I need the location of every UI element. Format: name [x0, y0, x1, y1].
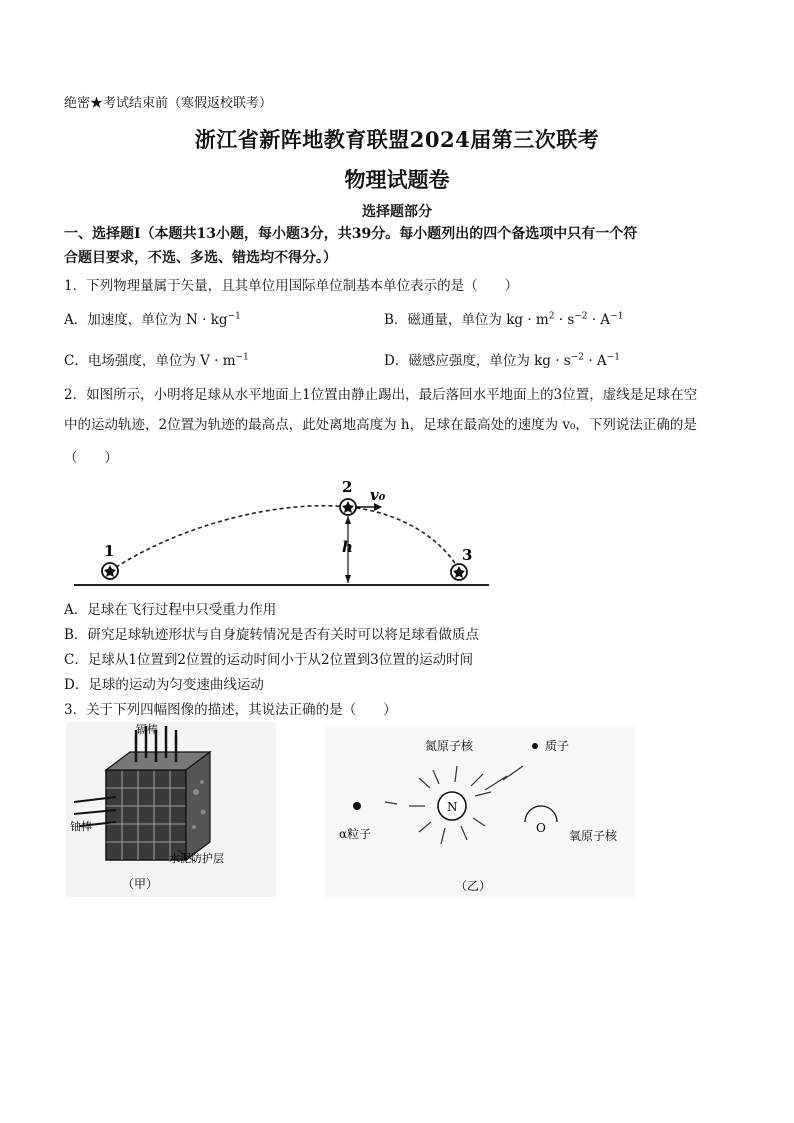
- q2-stem-line2: 中的运动轨迹，2位置为轨迹的最高点，此处离地高度为 h，足球在最高处的速度为 v₀，下列说法正确的是: [64, 417, 697, 433]
- label-n: N: [447, 800, 458, 814]
- ball-position-3: [451, 564, 467, 580]
- label-position-3: 3: [462, 546, 473, 564]
- alpha-particle-dot: [353, 802, 361, 810]
- label-concrete-shield: 水泥防护层: [169, 852, 224, 865]
- label-o: O: [536, 821, 546, 835]
- q1-option-d: [384, 349, 620, 369]
- ball-position-2: [340, 499, 356, 515]
- q2-option-d: D．足球的运动为匀变速曲线运动: [64, 677, 264, 693]
- q1-option-b-sup3: −1: [610, 311, 624, 322]
- height-arrow-up: [345, 516, 351, 524]
- q1-option-b: [384, 308, 623, 328]
- q1-stem: 1．下列物理量属于矢量，且其单位用国际单位制基本单位表示的是（ ）: [64, 278, 519, 294]
- q1-option-d-text: D．磁感应强度，单位为 kg · s: [384, 353, 571, 369]
- caption-jia: （甲）: [122, 877, 159, 891]
- label-proton: 质子: [545, 739, 570, 753]
- ball-position-1: [102, 563, 118, 579]
- q3-figure-yi: [325, 726, 635, 898]
- q1-option-a-text: A．加速度，单位为 N · kg: [64, 312, 228, 328]
- caption-yi: （乙）: [455, 879, 492, 893]
- paper-title: 物理试题卷: [344, 167, 450, 192]
- q1-option-b-end: · A: [587, 312, 611, 328]
- q2-option-a: A．足球在飞行过程中只受重力作用: [64, 602, 277, 618]
- secret-label: 绝密★考试结束前（寒假返校联考）: [64, 96, 273, 111]
- q3-stem: 3．关于下列四幅图像的描述，其说法正确的是（ ）: [64, 702, 397, 718]
- trajectory-path: [110, 506, 459, 571]
- label-position-2: 2: [342, 478, 353, 496]
- concrete-shield-side: [186, 752, 210, 860]
- label-oxygen-nucleus: 氧原子核: [569, 829, 618, 843]
- q1-option-c-sup: −1: [235, 352, 249, 363]
- q1-option-d-sup1: −2: [570, 352, 585, 363]
- q2-stem-line3: （ ）: [64, 450, 118, 466]
- q1-option-a: [64, 308, 241, 328]
- label-cadmium-rod: 镉棒: [136, 723, 158, 736]
- q2-option-c: C．足球从1位置到2位置的运动时间小于从2位置到3位置的运动时间: [64, 652, 474, 668]
- section-title: 选择题部分: [362, 204, 432, 220]
- q3-figure-jia: [66, 722, 276, 897]
- label-velocity-v0: v₀: [370, 486, 386, 504]
- part1-instructions-line2: 合题目要求，不选、多选、错选均不得分。）: [64, 250, 337, 266]
- q1-option-b-sup2: −2: [574, 311, 588, 322]
- q2-trajectory-figure: [64, 472, 494, 592]
- label-uranium-rod: 铀棒: [70, 820, 92, 833]
- q1-option-d-sup2: −1: [606, 352, 620, 363]
- q2-option-b: B．研究足球轨迹形状与自身旋转情况是否有关时可以将足球看做质点: [64, 627, 479, 643]
- yi-background: [325, 726, 635, 898]
- part1-instructions-line1: 一、选择题Ⅰ（本题共13小题，每小题3分，共39分。每小题列出的四个备选项中只有一个符: [64, 226, 638, 242]
- exam-title: 浙江省新阵地教育联盟2024届第三次联考: [194, 127, 600, 152]
- q1-option-c-text: C．电场强度，单位为 V · m: [64, 353, 236, 369]
- q1-option-a-sup: −1: [227, 311, 241, 322]
- q1-option-d-end: · A: [584, 353, 607, 369]
- proton-dot: [532, 743, 538, 749]
- q1-option-b-mid: · s: [554, 312, 575, 328]
- reactor-block-front: [106, 770, 186, 860]
- label-alpha-particle: α粒子: [339, 827, 372, 841]
- q1-option-c: [64, 349, 249, 369]
- velocity-arrowhead: [374, 503, 382, 511]
- label-nitrogen-nucleus: 氮原子核: [425, 739, 474, 753]
- q1-option-b-sup1: 2: [548, 311, 555, 322]
- q1-option-b-text: B．磁通量，单位为 kg · m: [384, 312, 549, 328]
- label-position-1: 1: [104, 542, 115, 560]
- q2-stem-line1: 2．如图所示，小明将足球从水平地面上1位置由静止踢出，最后落回水平地面上的3位置，虚线是足球在空: [64, 387, 698, 403]
- height-arrow-down: [345, 575, 351, 583]
- label-height-h: h: [342, 538, 353, 556]
